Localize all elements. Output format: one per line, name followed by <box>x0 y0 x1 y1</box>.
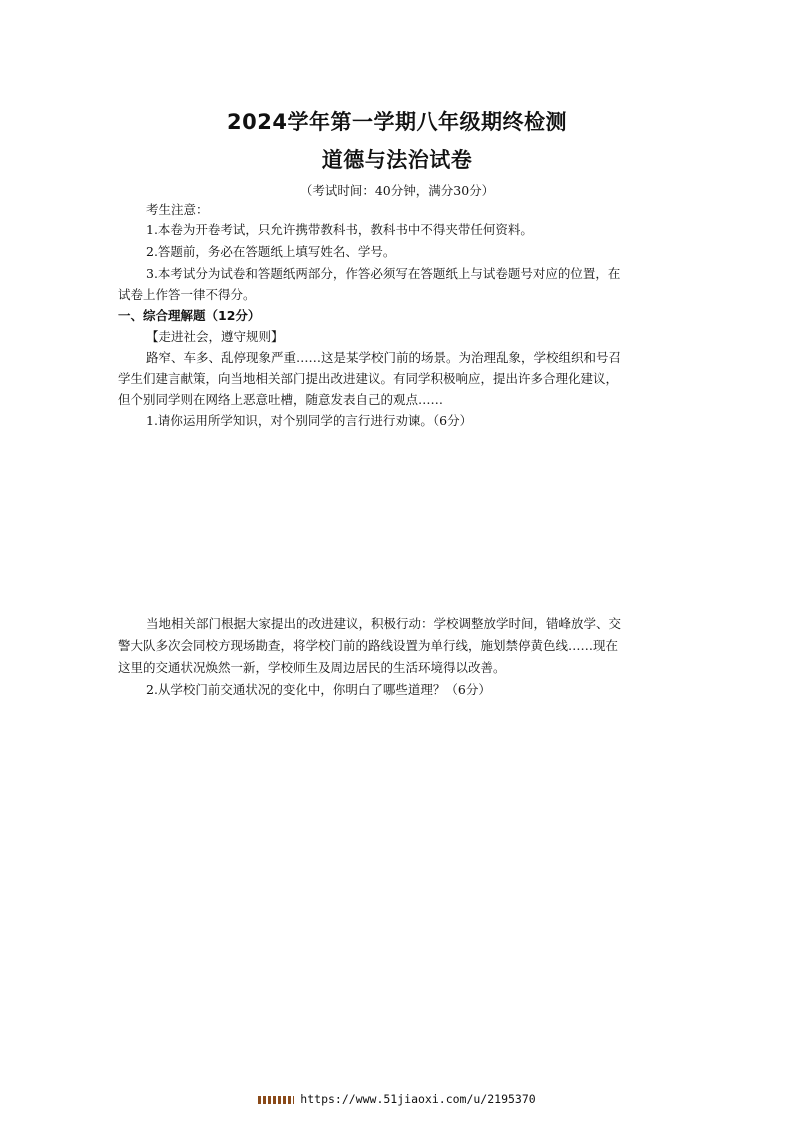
notice-item-3-line2: 试卷上作答一律不得分。 <box>118 287 256 302</box>
notice-item-3-line1: 3.本考试分为试卷和答题纸两部分，作答必须写在答题纸上与试卷题号对应的位置，在 <box>146 266 621 281</box>
section-heading: 一、综合理解题（12分） <box>118 308 261 323</box>
question-1: 1.请你运用所学知识，对个别同学的言行进行劝谏。（6分） <box>146 413 473 428</box>
passage-2-line3: 这里的交通状况焕然一新，学校师生及周边居民的生活环境得以改善。 <box>118 660 506 675</box>
passage-2-line2: 警大队多次会同校方现场勘查，将学校门前的路线设置为单行线，施划禁停黄色线……现在 <box>118 638 619 653</box>
section-theme: 【走进社会，遵守规则】 <box>146 329 284 344</box>
watermark-logo-icon <box>258 1096 294 1104</box>
notice-heading: 考生注意： <box>146 202 209 217</box>
passage-1-line1: 路窄、车多、乱停现象严重……这是某学校门前的场景。为治理乱象，学校组织和号召 <box>146 350 622 365</box>
passage-1-line2: 学生们建言献策，向当地相关部门提出改进建议。有同学积极响应，提出许多合理化建议， <box>118 371 619 386</box>
passage-2-line1: 当地相关部门根据大家提出的改进建议，积极行动：学校调整放学时间，错峰放学、交 <box>146 616 622 631</box>
exam-info: （考试时间：40分钟，满分30分） <box>299 183 495 198</box>
footer-url[interactable]: https://www.51jiaoxi.com/u/2195370 <box>300 1092 536 1106</box>
page-footer <box>0 1092 794 1106</box>
notice-item-1: 1.本卷为开卷考试，只允许携带教科书，教科书中不得夹带任何资料。 <box>146 222 533 237</box>
question-2: 2.从学校门前交通状况的变化中，你明白了哪些道理？（6分） <box>146 682 491 697</box>
notice-item-2: 2.答题前，务必在答题纸上填写姓名、学号。 <box>146 244 396 259</box>
exam-title: 2024学年第一学期八年级期终检测 <box>227 110 567 134</box>
passage-1-line3: 但个别同学则在网络上恶意吐槽，随意发表自己的观点…… <box>118 392 444 407</box>
exam-subject-title: 道德与法治试卷 <box>321 148 473 172</box>
